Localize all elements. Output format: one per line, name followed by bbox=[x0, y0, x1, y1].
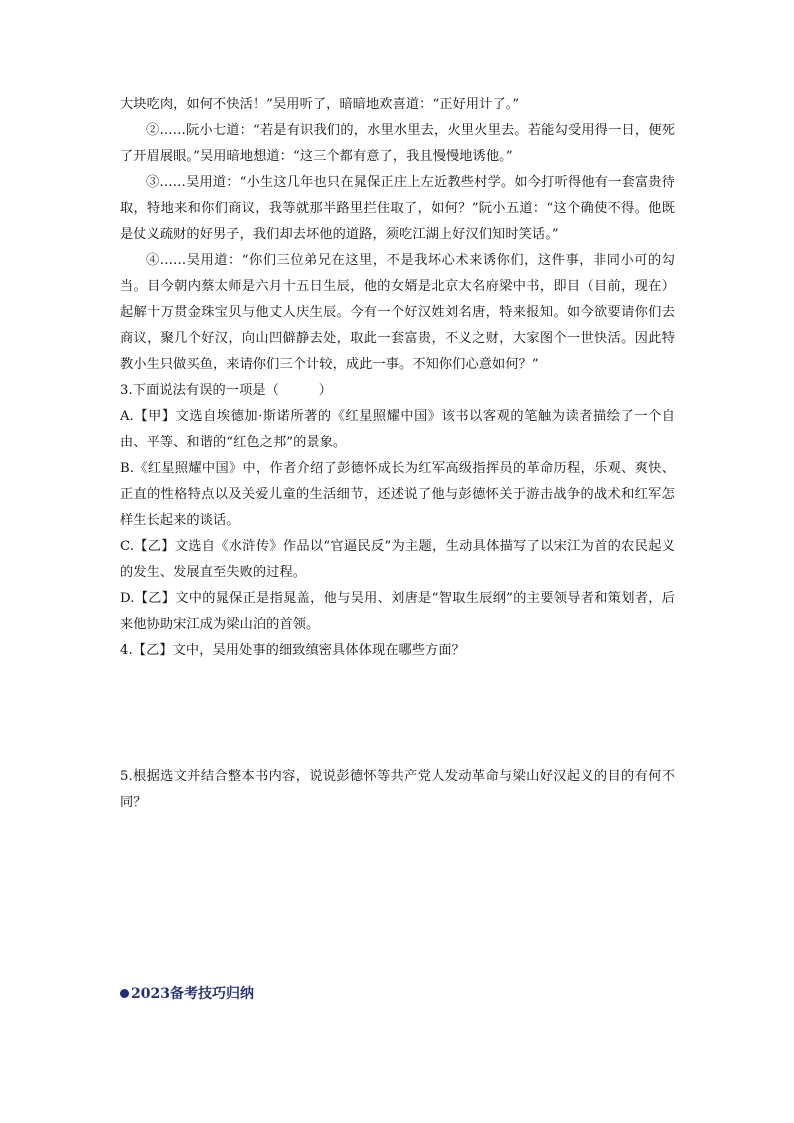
question-4: 4.【乙】文中，吴用处事的细致缜密具体体现在哪些方面？ bbox=[120, 643, 465, 658]
document-body bbox=[120, 92, 675, 944]
question-3-stem: 3.下面说法有误的一项是（ ） bbox=[120, 383, 333, 398]
passage-line-continuation: 大块吃肉，如何不快活！”吴用听了，暗暗地欢喜道：“正好用计了。” bbox=[120, 97, 520, 112]
answer-space-q5 bbox=[120, 816, 675, 944]
passage-paragraph-3: ③……吴用道：“小生这几年也只在晁保正庄上左近教些村学。如今打听得他有一套富贵待取，特地来和你们商议，我等就那半路里拦住取了，如何？”阮小五道：“这个确使不得。他既是仗义疏财的好男子，我们却去坏他的道路，须吃江湖上好汉们知时笑话。” bbox=[120, 175, 675, 242]
section-heading bbox=[120, 983, 254, 1003]
question-3-option-d: D.【乙】文中的晁保正是指晁盖，他与吴用、刘唐是“智取生辰纲”的主要领导者和策划者，后来他协助宋江成为梁山泊的首领。 bbox=[120, 591, 675, 632]
question-5: 5.根据选文并结合整本书内容，说说彭德怀等共产党人发动革命与梁山好汉起义的目的有何不同？ bbox=[120, 769, 675, 810]
question-3-option-b: B.《红星照耀中国》中，作者介绍了彭德怀成长为红军高级指挥员的革命历程，乐观、爽快、正直的性格特点以及关爱儿童的生活细节，还述说了他与彭德怀关于游击战争的战术和红军怎样生长起来的谈话。 bbox=[120, 461, 675, 528]
question-3-option-a: A.【甲】文选自埃德加·斯诺所著的《红星照耀中国》该书以客观的笔触为读者描绘了一个自由、平等、和谐的“红色之邦”的景象。 bbox=[120, 409, 675, 450]
question-3-option-c: C.【乙】文选自《水浒传》作品以“官逼民反”为主题，生动具体描写了以宋江为首的农民起义的发生、发展直至失败的过程。 bbox=[120, 539, 675, 580]
passage-paragraph-2: ②……阮小七道：“若是有识我们的，水里水里去，火里火里去。若能勾受用得一日，便死了开眉展眼。”吴用暗地想道：“这三个都有意了，我且慢慢地诱他。” bbox=[120, 123, 675, 164]
passage-paragraph-4: ④……吴用道：“你们三位弟兄在这里，不是我坏心术来诱你们，这件事，非同小可的勾当。目今朝内蔡太师是六月十五日生辰，他的女婿是北京大名府梁中书，即目（目前，现在）起解十万贯金珠宝贝与他丈人庆生辰。今有一个好汉姓刘名唐，特来报知。如今欲要请你们去商议，聚几个好汉，向山凹僻静去处，取此一套富贵，不义之财，大家图个一世快活。因此特教小生只做买鱼，来请你们三个计较，成此一事。不知你们心意如何？” bbox=[120, 253, 675, 372]
answer-space-q4 bbox=[120, 664, 675, 764]
bullet-dot-icon bbox=[120, 989, 129, 998]
section-title: 2023备考技巧归纳 bbox=[131, 986, 254, 1002]
